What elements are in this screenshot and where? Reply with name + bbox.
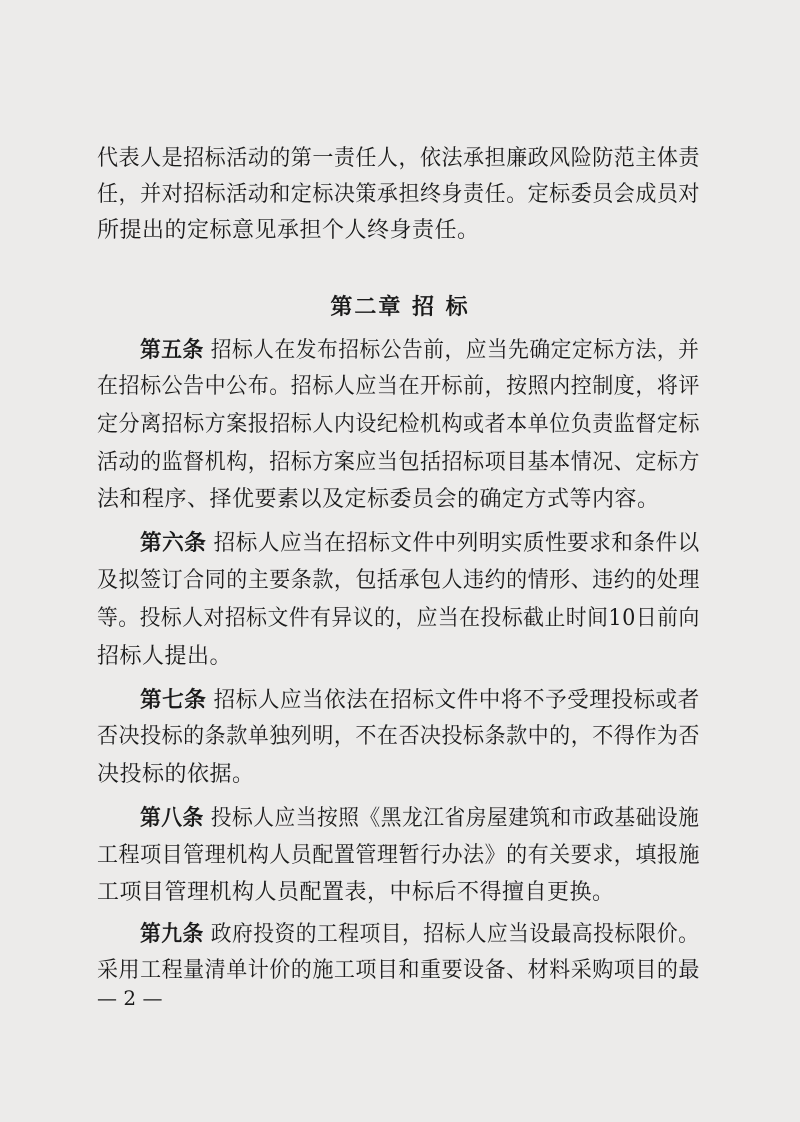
body-text-line: 招标人在发布招标公告前，应当先确定定标方法，并 — [203, 338, 700, 363]
body-text-line: 工项目管理机构人员配置表，中标后不得擅自更换。 — [97, 880, 615, 905]
article-5-label: 第五条 — [140, 337, 204, 363]
article-7-label: 第七条 — [140, 687, 207, 713]
body-text-line: 工程项目管理机构人员配置管理暂行办法》的有关要求，填报施 — [97, 843, 700, 868]
body-text-line: 及拟签订合同的主要条款，包括承包人违约的情形、违约的处理 — [97, 568, 700, 593]
body-text-line: 决投标的依据。 — [97, 762, 255, 787]
body-text-line: 招标人应当在招标文件中列明实质性要求和条件以 — [206, 531, 700, 556]
article-9-label: 第九条 — [140, 921, 204, 947]
body-text-line: 所提出的定标意见承担个人终身责任。 — [97, 218, 480, 243]
body-text-line: 任，并对招标活动和定标决策承担终身责任。定标委员会成员对 — [97, 182, 700, 207]
body-text-line: 活动的监督机构，招标方案应当包括招标项目基本情况、定标方 — [97, 450, 700, 475]
body-text-line: 定分离招标方案报招标人内设纪检机构或者本单位负责监督定标 — [97, 412, 700, 437]
article-5-first-line — [140, 337, 699, 364]
article-8-label: 第八条 — [140, 805, 204, 831]
page-number: — 2 — — [97, 986, 163, 1010]
body-text-line: 在招标公告中公布。招标人应当在开标前，按照内控制度，将评 — [97, 374, 700, 399]
body-text-line: 否决投标的条款单独列明，不在否决投标条款中的，不得作为否 — [97, 724, 700, 749]
body-text-line: 政府投资的工程项目，招标人应当设最高投标限价。 — [203, 922, 700, 947]
article-6-first-line — [140, 530, 700, 557]
article-8-first-line — [140, 805, 699, 832]
body-text-line: 等。投标人对招标文件有异议的，应当在投标截止时间10日前向 — [97, 606, 700, 631]
body-text-line: 招标人应当依法在招标文件中将不予受理投标或者 — [206, 688, 700, 713]
body-text-line: 代表人是招标活动的第一责任人，依法承担廉政风险防范主体责 — [97, 146, 700, 171]
body-text-line: 投标人应当按照《黑龙江省房屋建筑和市政基础设施 — [203, 806, 700, 831]
article-7-first-line — [140, 687, 700, 714]
body-text-line: 法和程序、择优要素以及定标委员会的确定方式等内容。 — [97, 487, 660, 512]
body-text-line: 招标人提出。 — [97, 644, 233, 669]
body-text-line: 采用工程量清单计价的施工项目和重要设备、材料采购项目的最 — [97, 958, 700, 983]
chapter-title: 第二章 招 标 — [330, 294, 470, 320]
article-6-label: 第六条 — [140, 530, 207, 556]
article-9-first-line — [140, 921, 699, 948]
